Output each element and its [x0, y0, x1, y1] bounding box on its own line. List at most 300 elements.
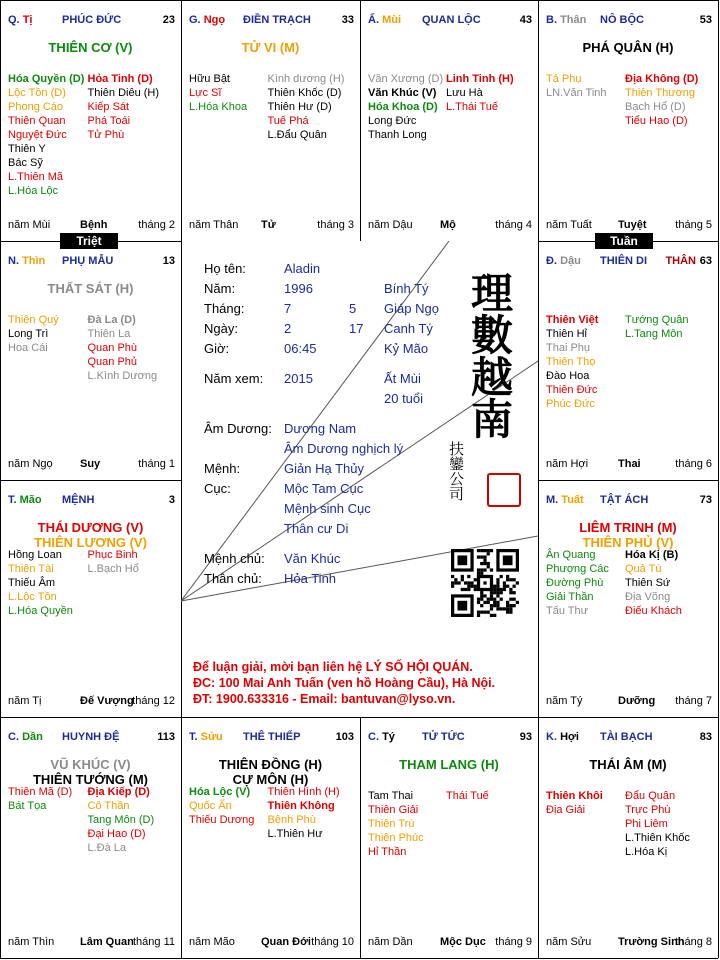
thang-am: 5 [349, 301, 357, 316]
phu-tinh: Hóa Khoa (D) [368, 101, 438, 113]
phu-tinh: L.Hóa Khoa [189, 101, 248, 113]
cung-suu[interactable] [181, 717, 360, 958]
phu-tinh: Thiên Diêu (H) [87, 87, 160, 99]
phu-tinh-right [88, 548, 139, 576]
phu-tinh: Long Trì [8, 328, 49, 340]
can-chi-label [189, 14, 225, 26]
cung-footer [189, 219, 354, 233]
grid-line [0, 958, 718, 959]
company-seal-text: 扶鑾公司 [447, 441, 465, 501]
phu-tinh: L.Thái Tuế [446, 101, 498, 113]
phu-tinh: Phong Cáo [8, 101, 64, 113]
phu-tinh: Quan Phủ [87, 356, 138, 368]
phu-tinh-right [88, 785, 155, 855]
phu-tinh: Địa Kiếp (D) [87, 786, 150, 798]
phu-tinh: Thiên Mã (D) [8, 786, 73, 798]
can-label: Ấ. [368, 14, 379, 26]
dai-han-number: 13 [162, 255, 175, 267]
phu-tinh: L.Kình Dương [87, 370, 158, 382]
cung-name: PHỤ MẪU [62, 255, 114, 267]
phu-tinh: Trực Phù [625, 804, 671, 816]
can-label: C. [368, 731, 379, 743]
phu-tinh: Thanh Long [368, 129, 427, 141]
phu-tinh: Kình dương (H) [267, 73, 345, 85]
cung-tuat[interactable] [538, 480, 718, 717]
can-label: Q. [8, 14, 20, 26]
grid-line [0, 0, 1, 958]
contact-line-3: ĐT: 1900.633316 - Email: bantuvan@lyso.vn. [193, 692, 456, 706]
phu-tinh-right [446, 72, 514, 114]
phu-tinh: Thiên La [87, 328, 131, 340]
phu-tinh: Giải Thần [546, 591, 594, 603]
chi-label: Ngọ [203, 14, 226, 26]
phu-tinh: Hóa Lộc (V) [189, 786, 251, 798]
cung-footer [8, 219, 175, 233]
can-chi-label [8, 731, 43, 743]
phu-tinh: Quốc Ấn [189, 800, 232, 812]
grid-line [538, 0, 539, 958]
phu-tinh-left [189, 72, 247, 114]
nam-label: Năm: [204, 281, 236, 296]
phu-tinh-right [88, 313, 158, 383]
can-chi-label [189, 731, 223, 743]
nam-can-chi: Bính Tý [384, 281, 429, 296]
phu-tinh: L.Thiên Hư [267, 828, 323, 840]
phu-tinh: Lộc Tồn (D) [8, 87, 66, 99]
phu-tinh: Thiên Không [267, 800, 335, 812]
phu-tinh: L.Hóa Lộc [8, 185, 59, 197]
cung-footer [546, 936, 712, 950]
chinh-tinh: THIÊN TƯỚNG (M) [32, 772, 149, 787]
can-label: B. [546, 14, 557, 26]
chi-label: Mùi [382, 14, 402, 26]
ngay-duong: 2 [284, 321, 292, 336]
phu-tinh: Phục Binh [87, 549, 138, 561]
phu-tinh: Hỉ Thần [368, 846, 407, 858]
luu-nien: năm Tý [546, 695, 583, 707]
phu-tinh: Điếu Khách [625, 605, 682, 617]
phu-tinh: Tấu Thư [546, 605, 589, 617]
qr-code-icon[interactable] [451, 549, 519, 617]
luu-nien: năm Dần [368, 936, 413, 948]
phu-tinh: Quan Phù [87, 342, 138, 354]
phu-tinh-left [368, 72, 443, 142]
nguyet-han: tháng 11 [132, 936, 175, 948]
cung-header [8, 494, 175, 508]
phu-tinh: Tuế Phá [267, 115, 309, 127]
luu-nien: năm Dậu [368, 219, 413, 231]
cung-name: NÔ BỘC [600, 14, 644, 26]
chinh-tinh: TỬ VI (M) [241, 40, 300, 55]
chi-label: Thìn [22, 255, 46, 267]
phu-tinh: Địa Giải [546, 804, 586, 816]
ngay-am: 17 [349, 321, 364, 336]
gio-value: 06:45 [284, 341, 317, 356]
dai-han-number: 33 [341, 14, 354, 26]
phu-tinh-left [368, 789, 424, 859]
dai-han-number: 63 [699, 255, 712, 267]
can-label: K. [546, 731, 557, 743]
phu-tinh-left [8, 548, 73, 618]
than-chu-value: Hỏa Tinh [284, 571, 337, 586]
gio-label: Giờ: [204, 341, 230, 356]
cung-name: THÊ THIẾP [243, 731, 301, 743]
truong-sinh: Tuyệt [618, 219, 647, 231]
cung-header [368, 731, 532, 745]
can-label: M. [546, 494, 559, 506]
triet-marker: Triệt [60, 233, 118, 249]
phu-tinh: Thiên Hư (D) [267, 101, 332, 113]
chi-label: Dần [22, 731, 43, 743]
phu-tinh-left [8, 785, 72, 813]
phu-tinh: Đường Phù [546, 577, 604, 589]
menh-label: Mệnh: [204, 461, 241, 476]
phu-tinh: Văn Khúc (V) [368, 87, 437, 99]
nguyet-han: tháng 7 [675, 695, 712, 707]
phu-tinh: Hồng Loan [8, 549, 62, 561]
ngay-label: Ngày: [204, 321, 238, 336]
can-chi-label [546, 731, 579, 743]
phu-tinh: Thiếu Dương [189, 814, 255, 826]
can-label: C. [8, 731, 19, 743]
phu-tinh: Đại Hao (D) [87, 828, 146, 840]
cung-footer [368, 936, 532, 950]
gio-can-chi: Kỷ Mão [384, 341, 429, 356]
cung-name: TÀI BẠCH [600, 731, 653, 743]
luu-nien: năm Hợi [546, 458, 589, 470]
phu-tinh: Đẩu Quân [625, 790, 676, 802]
phu-tinh: Bạch Hổ (D) [625, 101, 686, 113]
luu-nien: năm Mùi [8, 219, 51, 231]
cung-name: ĐIỀN TRẠCH [243, 14, 311, 26]
phu-tinh: LN.Văn Tinh [546, 87, 607, 99]
grid-line [0, 0, 718, 1]
tuan-marker: Tuần [595, 233, 653, 249]
phu-tinh: Phá Toái [87, 115, 131, 127]
cung-header [8, 14, 175, 28]
phu-tinh-left [546, 72, 607, 100]
phu-tinh: Cô Thần [87, 800, 130, 812]
phu-tinh: L.Đà La [87, 842, 127, 854]
phu-tinh-right [268, 72, 345, 142]
can-chi-label [546, 14, 586, 26]
cung-footer [189, 936, 354, 950]
cung-dan[interactable] [0, 717, 181, 958]
cung-ti[interactable] [0, 0, 181, 241]
truong-sinh: Mộc Dục [440, 936, 486, 948]
phu-tinh: Thiên Khôi [546, 790, 603, 802]
cuc-label: Cục: [204, 481, 231, 496]
phu-tinh: Thiên Khốc (D) [267, 87, 342, 99]
can-label: T. [189, 731, 198, 743]
cung-footer [546, 458, 712, 472]
phu-tinh: Địa Không (D) [625, 73, 699, 85]
dai-han-number: 73 [699, 494, 712, 506]
tuoi-value: 20 tuổi [384, 391, 424, 406]
phu-tinh: Hữu Bật [189, 73, 230, 85]
dai-han-number: 43 [519, 14, 532, 26]
dai-han-number: 53 [699, 14, 712, 26]
ly-so-viet-nam-logo: 理數越南 [465, 271, 514, 439]
can-chi-label [8, 14, 32, 26]
nguyet-han: tháng 1 [138, 458, 175, 470]
chinh-tinh: THÁI ÂM (M) [589, 757, 667, 772]
am-duong-ly: Âm Dương nghịch lý [284, 441, 404, 456]
thang-can-chi: Giáp Ngọ [384, 301, 439, 316]
chi-label: Mão [19, 494, 42, 506]
chinh-tinh: PHÁ QUÂN (H) [582, 40, 674, 55]
ho-ten-label: Họ tên: [204, 261, 246, 276]
nguyet-han: tháng 5 [675, 219, 712, 231]
cung-header [189, 731, 354, 745]
phu-tinh: Lực Sĩ [189, 87, 222, 99]
phu-tinh: Thiên Quan [8, 115, 66, 127]
luu-nien: năm Thân [189, 219, 239, 231]
can-chi-label [368, 14, 401, 26]
ngay-can-chi: Canh Tý [384, 321, 433, 336]
chinh-tinh: THẤT SÁT (H) [47, 281, 134, 296]
ho-ten-value: Aladin [284, 261, 321, 276]
cung-footer [546, 219, 712, 233]
nam-xem-label: Năm xem: [204, 371, 264, 386]
phu-tinh: Thái Tuế [446, 790, 489, 802]
phu-tinh: Tử Phù [87, 129, 125, 141]
chinh-tinh: THIÊN LƯƠNG (V) [34, 535, 147, 550]
luu-nien: năm Tuất [546, 219, 592, 231]
phu-tinh-right [625, 789, 690, 859]
phu-tinh: Thiên Hỉ [546, 328, 587, 340]
cung-header [546, 494, 712, 508]
chi-label: Hợi [560, 731, 579, 743]
chi-label: Thân [560, 14, 587, 26]
chinh-tinh: LIÊM TRINH (M) [579, 520, 677, 535]
phu-tinh-right [625, 548, 682, 618]
phu-tinh-right [625, 313, 689, 341]
phu-tinh: L.Bạch Hổ [87, 563, 139, 575]
phu-tinh: Tang Môn (D) [87, 814, 155, 826]
grid-line [360, 0, 361, 241]
cung-mao[interactable] [0, 480, 181, 717]
phu-tinh: Thiên Phúc [368, 832, 424, 844]
chi-label: Tuất [561, 494, 584, 506]
chinh-tinh: THAM LANG (H) [399, 757, 499, 772]
cung-header [8, 255, 175, 269]
nam-xem-value: 2015 [284, 371, 313, 386]
phu-tinh: Thiên Y [8, 143, 46, 155]
cung-name: HUYNH ĐỆ [62, 731, 120, 743]
am-duong-label: Âm Dương: [204, 421, 272, 436]
phu-tinh: Thiên Trù [368, 818, 415, 830]
cung-header [546, 14, 712, 28]
chi-label: Tị [22, 14, 33, 26]
truong-sinh: Suy [80, 458, 101, 470]
than-cu: Thân cư Di [284, 521, 349, 536]
phu-tinh: Hỏa Tinh (D) [87, 73, 153, 85]
truong-sinh: Tử [261, 219, 276, 231]
phu-tinh-right [625, 72, 698, 128]
phu-tinh: Thiên Việt [546, 314, 599, 326]
phu-tinh: Phúc Đức [546, 398, 595, 410]
phu-tinh-left [8, 72, 84, 198]
phu-tinh-right [88, 72, 160, 142]
grid-line [0, 717, 718, 718]
phu-tinh-left [189, 785, 254, 827]
nguyet-han: tháng 3 [317, 219, 354, 231]
can-chi-label [546, 255, 581, 267]
contact-line-2: ĐC: 100 Mai Anh Tuấn (ven hồ Hoàng Cầu), Hà Nội. [193, 676, 496, 690]
can-chi-label [8, 494, 42, 506]
phu-tinh: Tả Phụ [546, 73, 582, 85]
truong-sinh: Mộ [440, 219, 456, 231]
phu-tinh: Thiên Quý [8, 314, 59, 326]
dai-han-number: 103 [335, 731, 354, 743]
nguyet-han: tháng 10 [311, 936, 354, 948]
phu-tinh: L.Lộc Tồn [8, 591, 57, 603]
truong-sinh: Bệnh [80, 219, 108, 231]
nguyet-han: tháng 12 [132, 695, 175, 707]
phu-tinh: L.Hóa Kị [625, 846, 668, 858]
cung-than[interactable] [538, 0, 718, 241]
chi-label: Sửu [200, 731, 223, 743]
chi-label: Tý [382, 731, 395, 743]
chinh-tinh: VŨ KHÚC (V) [50, 757, 131, 772]
chinh-tinh: THIÊN ĐỒNG (H) [218, 757, 323, 772]
cung-header [189, 14, 354, 28]
grid-line [538, 480, 718, 481]
nguyet-han: tháng 6 [675, 458, 712, 470]
cung-name: TẬT ÁCH [600, 494, 649, 506]
chinh-tinh: THÁI DƯƠNG (V) [37, 520, 144, 535]
phu-tinh: Văn Xương (D) [368, 73, 444, 85]
truong-sinh: Dưỡng [618, 695, 656, 707]
cung-header [368, 14, 532, 28]
grid-line [0, 480, 181, 481]
cung-ty[interactable] [360, 717, 538, 958]
nam-value: 1996 [284, 281, 313, 296]
dai-han-number: 113 [157, 731, 175, 743]
dai-han-number: 93 [519, 731, 532, 743]
grid-line [718, 0, 719, 958]
can-label: G. [189, 14, 201, 26]
menh-value: Giản Hạ Thủy [284, 461, 364, 476]
dai-han-number: 3 [168, 494, 175, 506]
menh-sinh-cuc: Mệnh sinh Cục [284, 501, 371, 516]
thang-duong: 7 [284, 301, 292, 316]
cung-hoi[interactable] [538, 717, 718, 958]
phu-tinh: Địa Võng [625, 591, 671, 603]
phu-tinh: L.Thiên Khốc [625, 832, 690, 844]
red-seal-icon [487, 473, 521, 507]
can-chi-label [546, 494, 584, 506]
cung-footer [8, 458, 175, 472]
phu-tinh: L.Tang Môn [625, 328, 683, 340]
cung-mui[interactable] [360, 0, 538, 241]
than-marker: THÂN [665, 255, 696, 267]
phu-tinh: Thiên Tài [8, 563, 54, 575]
phu-tinh: Nguyệt Đức [8, 129, 67, 141]
truong-sinh: Đế Vượng [80, 695, 134, 707]
phu-tinh: Tiểu Hao (D) [625, 115, 688, 127]
cung-name: PHÚC ĐỨC [62, 14, 122, 26]
am-duong-value: Dương Nam [284, 421, 357, 436]
phu-tinh: L.Thiên Mã [8, 171, 64, 183]
cuc-value: Mộc Tam Cục [284, 481, 364, 496]
truong-sinh: Thai [618, 458, 641, 470]
luu-nien: năm Tị [8, 695, 42, 707]
dai-han-number: 23 [162, 14, 175, 26]
phu-tinh: Linh Tinh (H) [446, 73, 514, 85]
truong-sinh: Trường Sinh [618, 936, 685, 948]
phu-tinh: Đà La (D) [87, 314, 136, 326]
chinh-tinh: THIÊN PHỦ (V) [582, 535, 674, 550]
nam-xem-can-chi: Ất Mùi [384, 371, 421, 386]
phu-tinh: Bệnh Phù [267, 814, 316, 826]
phu-tinh: Long Đức [368, 115, 417, 127]
cung-footer [8, 936, 175, 950]
cung-name: THIÊN DI [600, 255, 648, 267]
chi-label: Dậu [560, 255, 581, 267]
phu-tinh: Phượng Các [546, 563, 609, 575]
phu-tinh: Thiên Đức [546, 384, 598, 396]
phu-tinh: Bát Tọa [8, 800, 47, 812]
luu-nien: năm Mão [189, 936, 235, 948]
cung-ngo[interactable] [181, 0, 360, 241]
phu-tinh: Tướng Quân [625, 314, 689, 326]
phu-tinh: Tam Thai [368, 790, 414, 802]
cung-name: QUAN LỘC [422, 14, 481, 26]
phu-tinh: Ân Quang [546, 549, 596, 561]
thang-label: Tháng: [204, 301, 245, 316]
cung-header [546, 731, 712, 745]
cung-header [8, 731, 175, 745]
can-label: N. [8, 255, 19, 267]
phu-tinh: Quả Tú [625, 563, 662, 575]
luu-nien: năm Thìn [8, 936, 55, 948]
truong-sinh: Quan Đới [261, 936, 311, 948]
nguyet-han: tháng 4 [495, 219, 532, 231]
luu-nien: năm Sửu [546, 936, 592, 948]
phu-tinh-right [268, 785, 340, 841]
phu-tinh: L.Hóa Quyền [8, 605, 73, 617]
phu-tinh: Thiếu Âm [8, 577, 56, 589]
can-label: T. [8, 494, 17, 506]
center-info-panel [181, 241, 538, 717]
can-chi-label [368, 731, 395, 743]
phu-tinh: L.Đẩu Quân [267, 129, 327, 141]
phu-tinh-left [8, 313, 59, 355]
contact-block [193, 659, 495, 707]
phu-tinh: Thiên Hình (H) [267, 786, 340, 798]
can-chi-label [8, 255, 45, 267]
cung-header [546, 255, 712, 269]
phu-tinh-left [546, 548, 609, 618]
phu-tinh: Hóa Kị (B) [625, 549, 679, 561]
nguyet-han: tháng 2 [138, 219, 175, 231]
cung-footer [546, 695, 712, 709]
cung-footer [368, 219, 532, 233]
cung-thin[interactable] [0, 241, 181, 480]
nguyet-han: tháng 9 [495, 936, 532, 948]
phu-tinh: Hoa Cái [8, 342, 48, 354]
cung-name: TỬ TỨC [422, 731, 465, 743]
chinh-tinh: CỰ MÔN (H) [232, 772, 309, 787]
phu-tinh: Lưu Hà [446, 87, 483, 99]
menh-chu-value: Văn Khúc [284, 551, 341, 566]
cung-dau[interactable] [538, 241, 718, 480]
luu-nien: năm Ngọ [8, 458, 53, 470]
phu-tinh: Thiên Thọ [546, 356, 596, 368]
grid-line [360, 717, 361, 958]
